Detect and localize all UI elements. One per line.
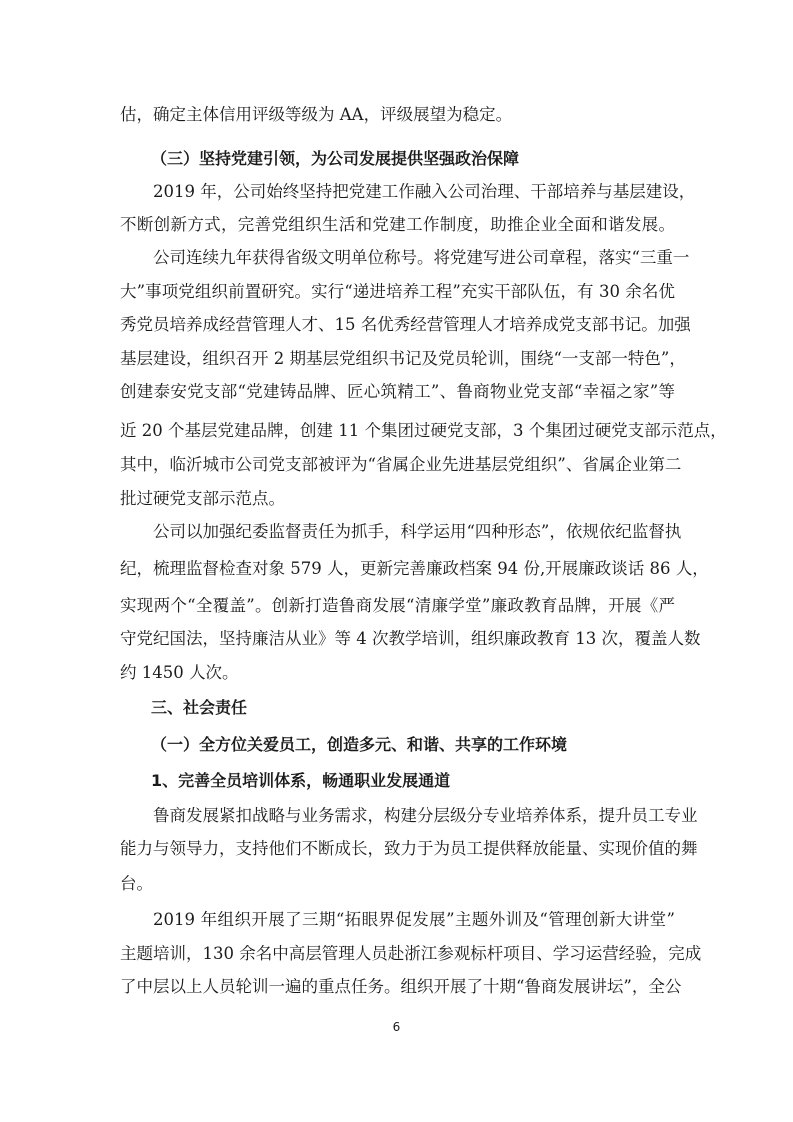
paragraph-line: 公司连续九年获得省级文明单位称号。将党建写进公司章程，落实“三重一 — [153, 248, 690, 267]
paragraph-line: 创建泰安党支部“党建铸品牌、匠心筑精工”、鲁商物业党支部“幸福之家”等 — [120, 382, 675, 401]
paragraph-line: 批过硬党支部示范点。 — [120, 489, 285, 508]
subsection-heading-employee-care: （一）全方位关爱员工，创造多元、和谐、共享的工作环境 — [151, 735, 568, 754]
paragraph-line: 能力与领导力，支持他们不断成长，致力于为员工提供释放能量、实现价值的舞 — [120, 839, 698, 858]
paragraph-line: 2019 年组织开展了三期“拓眼界促发展”主题外训及“管理创新大讲堂” — [153, 910, 675, 929]
paragraph-line: 守党纪国法，坚持廉洁从业》等 4 次教学培训，组织廉政教育 13 次，覆盖人数 — [120, 629, 701, 648]
paragraph-line: 估，确定主体信用评级等级为 AA，评级展望为稳定。 — [120, 105, 513, 124]
paragraph-line: 秀党员培养成经营管理人才、15 名优秀经营管理人才培养成党支部书记。加强 — [120, 315, 691, 334]
paragraph-line: 了中层以上人员轮训一遍的重点任务。组织开展了十期“鲁商发展讲坛”，全公 — [120, 977, 682, 996]
paragraph-line: 实现两个“全覆盖”。创新打造鲁商发展“清廉学堂”廉政教育品牌，开展《严 — [120, 596, 675, 615]
paragraph-line: 近 20 个基层党建品牌，创建 11 个集团过硬党支部，3 个集团过硬党支部示范点， — [120, 421, 727, 440]
paragraph-line: 基层建设，组织召开 2 期基层党组织书记及党员轮训，围绕“一支部一特色”， — [120, 349, 686, 368]
page-number: 6 — [392, 1020, 401, 1034]
section-heading-social-responsibility: 三、社会责任 — [151, 698, 248, 717]
paragraph-line: 大”事项党组织前置研究。实行“递进培养工程”充实干部队伍，有 30 余名优 — [120, 282, 675, 301]
paragraph-line: 约 1450 人次。 — [120, 663, 239, 682]
paragraph-line: 其中，临沂城市公司党支部被评为“省属企业先进基层党组织”、省属企业第二 — [120, 455, 682, 474]
paragraph-line: 2019 年，公司始终坚持把党建工作融入公司治理、干部培养与基层建设， — [153, 182, 696, 201]
paragraph-line: 台。 — [120, 874, 153, 893]
paragraph-line: 不断创新方式，完善党组织生活和党建工作制度，助推企业全面和谐发展。 — [120, 215, 675, 234]
paragraph-line: 主题培训，130 余名中高层管理人员赴浙江参观标杆项目、学习运营经验，完成 — [120, 944, 702, 963]
section-heading-party-building: （三）坚持党建引领，为公司发展提供坚强政治保障 — [151, 149, 520, 168]
paragraph-line: 纪，梳理监督检查对象 579 人，更新完善廉政档案 94 份,开展廉政谈话 86 人， — [120, 559, 709, 578]
subsection-heading-training: 1、完善全员培训体系，畅通职业发展通道 — [151, 771, 451, 790]
paragraph-line: 公司以加强纪委监督责任为抓手，科学运用“四种形态”，依规依纪监督执 — [153, 522, 682, 541]
paragraph-line: 鲁商发展紧扣战略与业务需求，构建分层级分专业培养体系，提升员工专业 — [153, 806, 698, 825]
